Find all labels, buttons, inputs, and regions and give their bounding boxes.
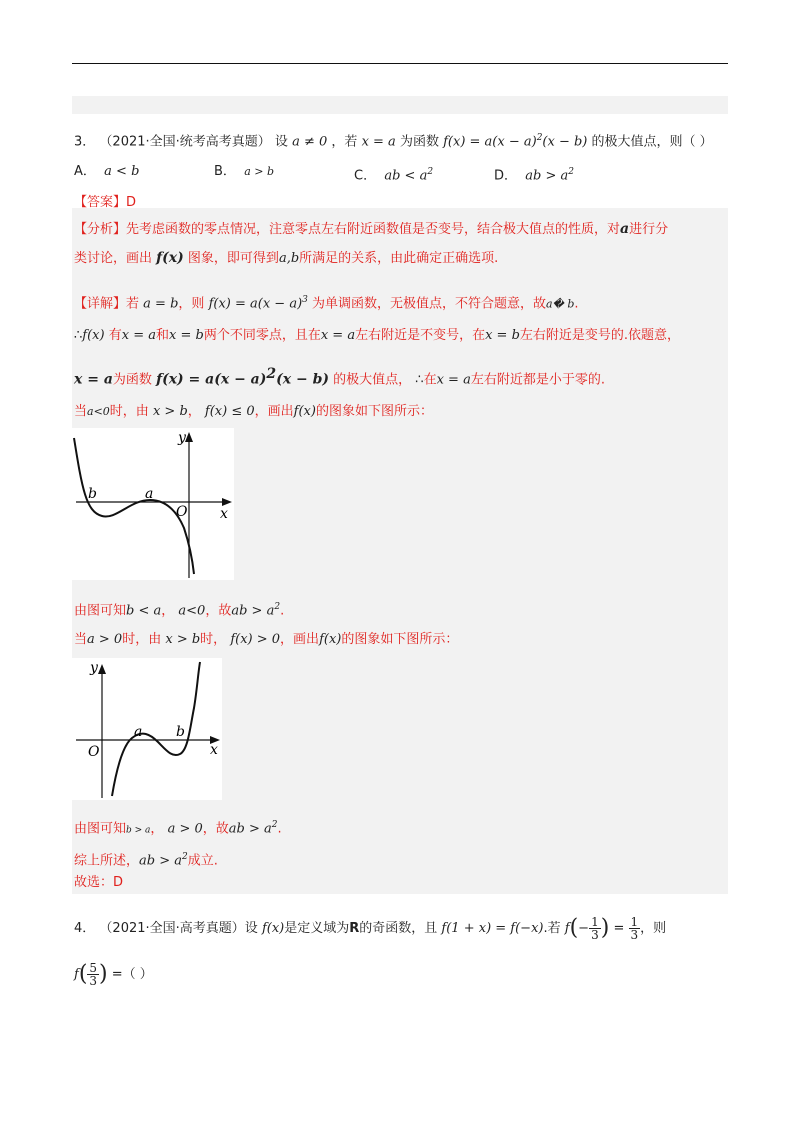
point-label-b: b bbox=[88, 486, 97, 502]
option-c[interactable]: C． ab < $a^2$ bbox=[354, 167, 434, 184]
origin-label: O bbox=[88, 744, 100, 760]
case-2-line: 当a > 0时，由 x > b时， f(x) > 0，画出f(x)的图象如下图所示： bbox=[74, 632, 459, 647]
axis-label-y: y bbox=[178, 430, 186, 446]
point-label-a: a bbox=[134, 724, 143, 740]
point-label-a: a bbox=[145, 486, 154, 502]
question-3-stem: 3． （2021·全国·统考高考真题） 设 a ≠ 0 ，若 x = a 为函数 $f(x) = a(x - a)^2(x - b)$ 的极大值点，则（ ） bbox=[74, 133, 713, 150]
fraction-arg: $\frac{1}{3}$ bbox=[591, 915, 599, 942]
graph-case-a-positive bbox=[72, 658, 222, 800]
axis-label-x: x bbox=[210, 742, 218, 758]
question-4-stem: 4． （2021·全国·高考真题）设 f(x)是定义域为R的奇函数，且 f(1 + x) = f(−x).若 f(− $\frac{1}{3}$ ) = $\frac{1}{3}$ ，则 bbox=[74, 915, 667, 942]
axis-label-x: x bbox=[220, 506, 228, 522]
point-label-b: b bbox=[176, 724, 185, 740]
header-rule bbox=[72, 63, 728, 64]
result-2-line: 由图可知b > a， a > 0，故ab > $a^2$. bbox=[74, 820, 282, 837]
option-b[interactable]: B． a > b bbox=[214, 164, 274, 179]
fraction-value: $\frac{1}{3}$ bbox=[630, 915, 639, 942]
summary-line: 综上所述，ab > $a^2$成立. bbox=[74, 852, 218, 869]
fraction-five-thirds: $\frac{5}{3}$ bbox=[89, 961, 98, 988]
graph-case-a-negative bbox=[72, 428, 234, 580]
detail-line-2: ∴f(x) 有x = a和x = b两个不同零点，且在x = a左右附近是不变号，在x = b左右附近是变号的.依题意， bbox=[74, 328, 681, 343]
answer-line: 【答案】D bbox=[74, 195, 137, 210]
case-1-line: 当a<0时，由 x > b， f(x) ≤ 0，画出f(x)的图象如下图所示： bbox=[74, 404, 433, 419]
detail-line-1: 【详解】若 a = b，则 $f(x) = a(x - a)^3$ 为单调函数，无极值点，不符合题意，故a� b. bbox=[74, 295, 579, 312]
origin-label: O bbox=[176, 504, 188, 520]
option-a[interactable]: A． a < b bbox=[74, 164, 140, 179]
choice-line: 故选：D bbox=[74, 875, 124, 890]
analysis-line-1: 【分析】先考虑函数的零点情况，注意零点左右附近函数值是否变号，结合极大值点的性质，对a进行分 bbox=[74, 221, 669, 237]
option-d[interactable]: D． ab > $a^2$ bbox=[494, 167, 574, 184]
question-4-line-2: f( $\frac{5}{3}$ ) =（ ） bbox=[74, 961, 153, 988]
analysis-line-2: 类讨论，画出 f(x) 图象，即可得到a,b所满足的关系，由此确定正确选项. bbox=[74, 250, 499, 266]
axis-label-y: y bbox=[90, 660, 98, 676]
shaded-band-top bbox=[72, 96, 728, 114]
result-1-line: 由图可知b < a， a<0，故ab > $a^2$. bbox=[74, 602, 285, 619]
detail-line-3: x = a为函数 $f(x) = a(x - a)^2(x - b)$ 的极大值点， ∴在x = a左右附近都是小于零的. bbox=[74, 366, 605, 388]
